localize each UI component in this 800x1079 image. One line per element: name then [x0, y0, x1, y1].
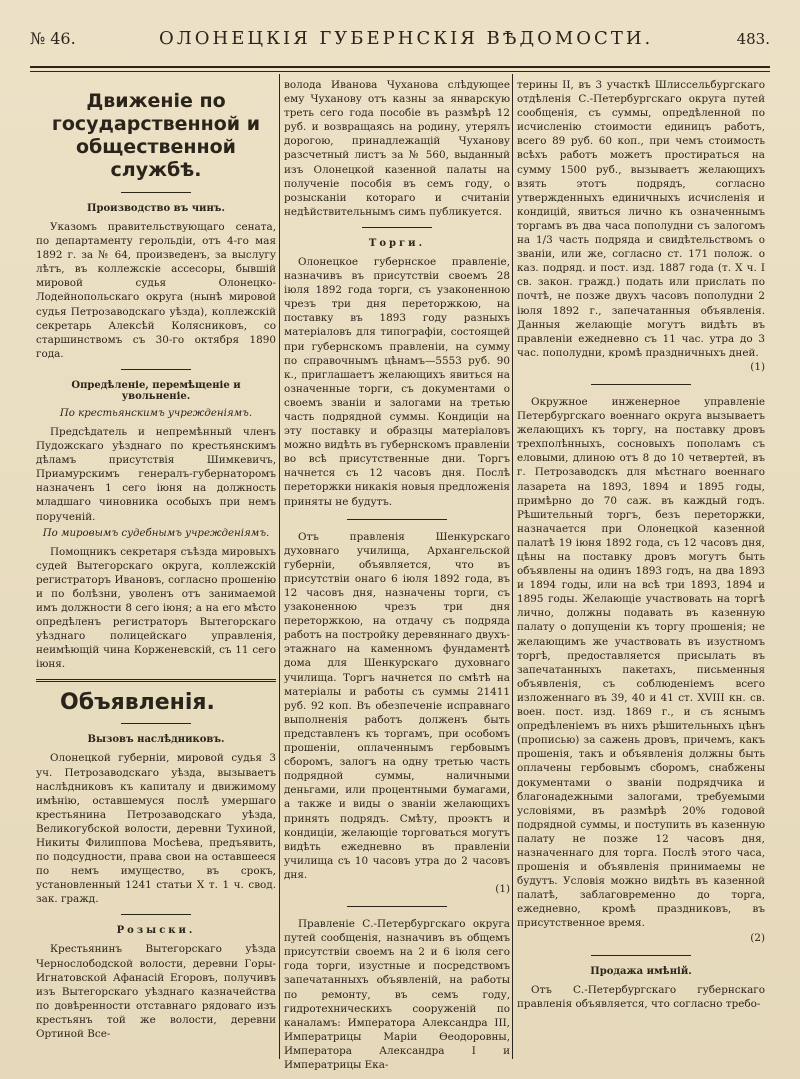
subsection-subtitle: По мировымъ судебнымъ учрежденіямъ.	[42, 527, 270, 539]
notice-mark: (1)	[750, 360, 765, 373]
notice-mark: (2)	[750, 931, 765, 944]
section-rule	[36, 679, 276, 682]
article-text: Правленіе С.-Петербургскаго округа путей сообщенія, назначивъ въ общемъ присутствіи своемъ на 2 и 6 іюля сего года торги, изустные и посредствомъ запечатанныхъ объявленій, на работы по ремонту, въ семъ году, гидротехническихъ сооруженій по каналамъ: Императора Александра III, Императрицы Маріи Ѳеодоровны, Императора Александра I и Императрицы Ека-	[284, 918, 510, 1071]
subsection-title: Производство въ чинъ.	[87, 203, 225, 214]
article-text: Помощникъ секретаря съѣзда мировыхъ судей Вытегорскаго округа, коллежскій регистраторъ Ивановъ, согласно прошенію и по болѣзни, уволенъ отъ занимаемой имъ должности 8 сего іюня; а на его мѣсто опредѣленъ регистраторъ Вытегорскаго уѣзднаго полицейскаго управленія, неимѣющій чина Корженевскій, съ 11 сего іюня.	[36, 545, 276, 671]
column-divider	[279, 74, 280, 1059]
divider	[121, 192, 191, 193]
notice-mark: (1)	[495, 882, 510, 895]
masthead-rule	[30, 66, 770, 68]
divider	[347, 519, 447, 520]
divider	[591, 384, 691, 385]
article-text: Олонецкое губернское правленіе, назначивъ въ присутствіи своемъ 28 іюля 1892 года торги, съ узаконенною чрезъ три дня переторжкою, на поставку въ 1893 году разныхъ матеріаловъ для типографіи, состоящей при губернскомъ правленіи, на сумму по справочнымъ цѣнамъ—5553 руб. 90 к., приглашаетъ желающихъ явиться на означенные торги, съ документами о своемъ званіи и залогами на третью часть подрядной суммы. Кондиціи на эту поставку и образцы матеріаловъ можно видѣть въ губернскомъ правленіи во всѣ присутственные дни. Торгъ начнется съ 12 часовъ дня. Послѣ переторжки никакія новыя предложенія приняты не будутъ.	[284, 255, 510, 508]
divider	[121, 914, 191, 915]
announcements-heading: Объявленія.	[60, 690, 215, 716]
article-text: терины II, въ 3 участкѣ Шлиссельбургскаго отдѣленія С.-Петербургскаго округа путей сообщенія, съ суммы, опредѣленной по исчисленію стоимости единицъ работъ, всего 89 руб. 60 коп., при чемъ стоимость всѣхъ работъ можетъ простираться на сумму 1500 руб., вызываетъ желающихъ взять этотъ подрядъ, согласно утвержденныхъ единичныхъ исчисленія и кондицій, явиться лично къ означеннымъ торгамъ въ два часа пополудни съ залогомъ на 1/3 часть подряда и свидѣтельствомъ о званіи, или же, согласно ст. 171 полож. о каз. подряд. и пост. изд. 1887 года (т. Х ч. I св. закон. гражд.) подать или прислать по почтѣ, не позже двухъ часовъ пополудни 2 іюля 1892 г., запечатанныя объявленія. Данныя желающіе могутъ видѣть въ правленіи ежедневно съ 11 час. утра до 3 час. пополудни, кромѣ праздничныхъ дней.	[517, 79, 765, 359]
article-text: Олонецкой губерніи, мировой судья 3 уч. Петрозаводскаго уѣзда, вызываетъ наслѣдниковъ къ капиталу и движимому имѣнію, оставшемуся послѣ умершаго крестьянина Петрозаводскаго уѣзда, Великогубской волости, деревни Тухиной, Никиты Филиппова Мосѣева, предъявить, по подсудности, права свои на оставшееся по немъ имущество, въ срокъ, установленный 1241 статьи Х т. 1 ч. свод. зак. гражд.	[36, 752, 276, 906]
page-number: 483.	[736, 30, 770, 48]
divider	[591, 955, 691, 956]
divider	[121, 723, 191, 724]
subsection-title: Торги.	[368, 237, 426, 249]
subsection-title: Розыски.	[116, 925, 196, 937]
column-2	[284, 78, 510, 1071]
article-text: Отъ правленія Шенкурскаго духовнаго училища, Архангельской губерніи, объявляется, что въ присутствіи онаго 6 іюля 1892 года, въ 12 часовъ дня, назначены торги, съ узаконенною чрезъ три дня переторжкою, на отдачу съ подряда работъ на постройку деревяннаго двухъ-этажнаго на каменномъ фундаментѣ дома для Шенкурскаго духовнаго училища. Торгъ начнется по смѣтѣ на матеріалы и работы съ суммы 21411 руб. 92 коп. Въ обезпеченіе исправнаго выполненія работъ долженъ быть представленъ къ торгамъ, при особомъ прошеніи, оплаченнымъ гербовымъ сборомъ, залогъ на одну третью часть подрядной суммы, наличными деньгами, или процентными бумагами, а также и виды о званіи желающихъ принять подрядъ. Смѣту, проэктъ и кондиціи, желающіе торговаться могутъ видѣть ежедневно въ правленіи училища съ 10 часовъ утра до 2 часовъ дня.	[284, 530, 510, 881]
column-1	[36, 78, 276, 1059]
masthead	[30, 28, 770, 66]
subsection-subtitle: По крестьянскимъ учрежденіямъ.	[59, 407, 253, 419]
column-3	[517, 78, 765, 1059]
article-text: Отъ С.-Петербургскаго губернскаго правленія объявляется, что согласно требо-	[517, 983, 765, 1010]
section-heading: Движеніе по государственной и общественной службѣ.	[51, 90, 261, 181]
masthead-rule-thin	[30, 71, 770, 72]
divider	[121, 369, 191, 370]
article-text: Крестьянинъ Вытегорскаго уѣзда Чернослободской волости, деревни Горы-Игнатовской Афанасій Егоровъ, получивъ изъ Вытегорскаго уѣзднаго казначейства по довѣренности отставнаго рядоваго изъ крестьянъ той же волости, деревни Ортиной Все-	[36, 943, 276, 1041]
newspaper-title: ОЛОНЕЦКІЯ ГУБЕРНСКІЯ ВѢДОМОСТИ.	[159, 28, 654, 49]
article-text: волода Иванова Чуханова слѣдующее ему Чуханову отъ казны за январскую треть сего года пособіе въ размѣрѣ 12 руб. и возвращаясь на родину, утерялъ дорогою, принадлежащій Чуханову разсчетный листъ за № 560, выданный изъ Олонецкой казенной палаты на полученіе пособія въ семъ году, о розысканіи котораго и считаніи недѣйствительнымъ симъ публикуется.	[284, 79, 510, 218]
subsection-title: Продажа имѣній.	[590, 965, 692, 977]
article-text: Окружное инженерное управленіе Петербургскаго военнаго округа вызываетъ желающихъ къ торгу, на поставку дровъ трехполѣнныхъ, сосновыхъ пополамъ съ еловыми, длиною отъ 8 до 10 четвертей, въ г. Петрозаводскъ для мѣстнаго военнаго лазарета на 1893, 1894 и 1895 годы, примѣрно до 70 саж. въ каждый годъ. Рѣшительный торгъ, безъ переторжки, назначается при Олонецкой казенной палатѣ 19 іюня 1892 года, съ 12 часовъ дня, цѣны на поставку дровъ могутъ быть объявлены на одинъ 1893 годъ, на два 1893 и 1894 годы, или на всѣ три 1893, 1894 и 1895 годы. Желающіе участвовать на торгѣ лично, должны подавать въ казенную палату о допущеніи къ торгу прошенія; не желающимъ же участвовать въ изустномъ торгѣ, предоставляется присылать въ запечатанныхъ пакетахъ, письменныя объявленія, съ соблюденіемъ всего изложеннаго въ 39, 40 и 41 ст. XVIII кн. св. воен. пост. изд. 1869 г., и съ яснымъ опредѣленіемъ въ нихъ рѣшительныхъ цѣнъ (прописью) за сажень дровъ, причемъ, какъ прошенія, такъ и объявленія должны быть оплачены гербовымъ сборомъ, снабжены документами о званіи подрядчика и благонадежными залогами, требуемыми условіями, въ размѣрѣ 20% годовой подрядной суммы, и поступить въ казенную палату не позже 12 часовъ дня, назначеннаго для торга. Послѣ этого часа, прошенія и объявленія принимаемы не будутъ. Условія можно видѣть въ казенной палатѣ, заблаговременно до торга, ежедневно, кромѣ праздниковъ, въ присутственное время.	[517, 395, 765, 930]
subsection-title: Вызовъ наслѣдниковъ.	[87, 734, 225, 746]
issue-number: № 46.	[30, 29, 76, 48]
article-text: Указомъ правительствующаго сената, по департаменту герольдіи, отъ 4-го мая 1892 г. за № 64, произведенъ, за выслугу лѣтъ, въ коллежскіе ассесоры, бывшій мировой судья Олонецко-Лодейнопольскаго округа (нынѣ мировой судья Петрозаводскаго уѣзда), коллежскій секретарь Алексѣй Колясниковъ, со старшинствомъ съ 30-го октября 1890 года.	[36, 221, 276, 360]
article-text: Предсѣдатель и непремѣнный членъ Пудожскаго уѣзднаго по крестьянскимъ дѣламъ присутствія Шимкевичъ, Приамурскимъ генералъ-губернаторомъ назначенъ 1 сего іюня на должность младшаго чиновника особыхъ при немъ порученій.	[36, 425, 276, 523]
divider	[362, 227, 432, 228]
column-divider	[512, 74, 513, 1059]
subsection-title: Опредѣленіе, перемѣщеніе и увольненіе.	[71, 379, 241, 402]
divider	[347, 906, 447, 907]
